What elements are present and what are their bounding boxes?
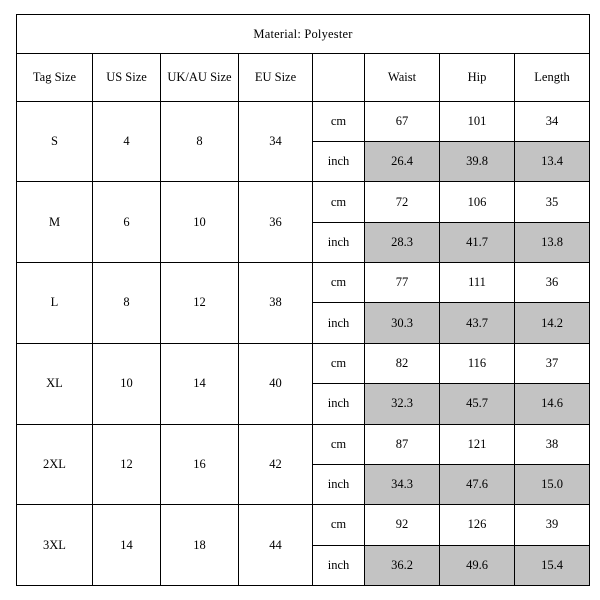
header-tag-size: Tag Size: [17, 54, 93, 101]
cell-unit-inch: inch: [313, 222, 365, 262]
cell-waist-cm: 77: [365, 263, 440, 303]
cell-eu-size: 44: [239, 505, 313, 586]
cell-tag-size: 3XL: [17, 505, 93, 586]
cell-hip-cm: 111: [440, 263, 515, 303]
cell-hip-inch: 47.6: [440, 464, 515, 504]
cell-waist-cm: 87: [365, 424, 440, 464]
cell-hip-inch: 41.7: [440, 222, 515, 262]
cell-unit-inch: inch: [313, 464, 365, 504]
table-row: [17, 505, 590, 545]
cell-waist-inch: 36.2: [365, 545, 440, 585]
cell-eu-size: 36: [239, 182, 313, 263]
cell-eu-size: 40: [239, 343, 313, 424]
cell-length-cm: 35: [515, 182, 590, 222]
cell-waist-inch: 34.3: [365, 464, 440, 504]
cell-uk-au-size: 18: [161, 505, 239, 586]
cell-waist-cm: 72: [365, 182, 440, 222]
cell-eu-size: 38: [239, 263, 313, 344]
cell-length-inch: 13.4: [515, 142, 590, 182]
cell-waist-inch: 28.3: [365, 222, 440, 262]
cell-unit-cm: cm: [313, 424, 365, 464]
cell-waist-inch: 32.3: [365, 384, 440, 424]
cell-waist-cm: 92: [365, 505, 440, 545]
header-eu-size: EU Size: [239, 54, 313, 101]
table-row: [17, 182, 590, 222]
header-hip: Hip: [440, 54, 515, 101]
cell-unit-cm: cm: [313, 263, 365, 303]
header-uk-au-size: UK/AU Size: [161, 54, 239, 101]
cell-unit-cm: cm: [313, 101, 365, 141]
cell-us-size: 10: [93, 343, 161, 424]
cell-us-size: 6: [93, 182, 161, 263]
cell-hip-inch: 39.8: [440, 142, 515, 182]
cell-hip-inch: 49.6: [440, 545, 515, 585]
cell-length-inch: 15.4: [515, 545, 590, 585]
cell-waist-cm: 67: [365, 101, 440, 141]
table-row: [17, 343, 590, 383]
cell-length-inch: 14.2: [515, 303, 590, 343]
cell-waist-cm: 82: [365, 343, 440, 383]
cell-length-cm: 37: [515, 343, 590, 383]
cell-tag-size: XL: [17, 343, 93, 424]
cell-uk-au-size: 16: [161, 424, 239, 505]
cell-unit-inch: inch: [313, 384, 365, 424]
header-us-size: US Size: [93, 54, 161, 101]
cell-uk-au-size: 8: [161, 101, 239, 182]
cell-hip-inch: 43.7: [440, 303, 515, 343]
cell-unit-cm: cm: [313, 182, 365, 222]
cell-tag-size: M: [17, 182, 93, 263]
cell-waist-inch: 26.4: [365, 142, 440, 182]
header-waist: Waist: [365, 54, 440, 101]
cell-hip-cm: 126: [440, 505, 515, 545]
cell-tag-size: S: [17, 101, 93, 182]
cell-uk-au-size: 14: [161, 343, 239, 424]
cell-hip-inch: 45.7: [440, 384, 515, 424]
cell-length-cm: 34: [515, 101, 590, 141]
cell-unit-cm: cm: [313, 505, 365, 545]
title-row: [17, 15, 590, 54]
table-row: [17, 424, 590, 464]
cell-uk-au-size: 10: [161, 182, 239, 263]
header-length: Length: [515, 54, 590, 101]
cell-length-inch: 15.0: [515, 464, 590, 504]
cell-eu-size: 34: [239, 101, 313, 182]
cell-length-cm: 39: [515, 505, 590, 545]
cell-hip-cm: 121: [440, 424, 515, 464]
cell-uk-au-size: 12: [161, 263, 239, 344]
table-row: [17, 263, 590, 303]
cell-waist-inch: 30.3: [365, 303, 440, 343]
header-row: [17, 54, 590, 101]
cell-unit-inch: inch: [313, 545, 365, 585]
cell-hip-cm: 116: [440, 343, 515, 383]
cell-us-size: 14: [93, 505, 161, 586]
cell-length-cm: 36: [515, 263, 590, 303]
cell-hip-cm: 106: [440, 182, 515, 222]
cell-tag-size: 2XL: [17, 424, 93, 505]
cell-length-inch: 14.6: [515, 384, 590, 424]
cell-length-cm: 38: [515, 424, 590, 464]
cell-unit-inch: inch: [313, 303, 365, 343]
cell-length-inch: 13.8: [515, 222, 590, 262]
header-unit-blank: [313, 54, 365, 101]
chart-title: Material: Polyester: [17, 15, 590, 54]
cell-us-size: 12: [93, 424, 161, 505]
cell-tag-size: L: [17, 263, 93, 344]
cell-unit-cm: cm: [313, 343, 365, 383]
cell-us-size: 8: [93, 263, 161, 344]
cell-eu-size: 42: [239, 424, 313, 505]
size-chart-table: [16, 14, 590, 586]
cell-us-size: 4: [93, 101, 161, 182]
table-row: [17, 101, 590, 141]
cell-unit-inch: inch: [313, 142, 365, 182]
cell-hip-cm: 101: [440, 101, 515, 141]
